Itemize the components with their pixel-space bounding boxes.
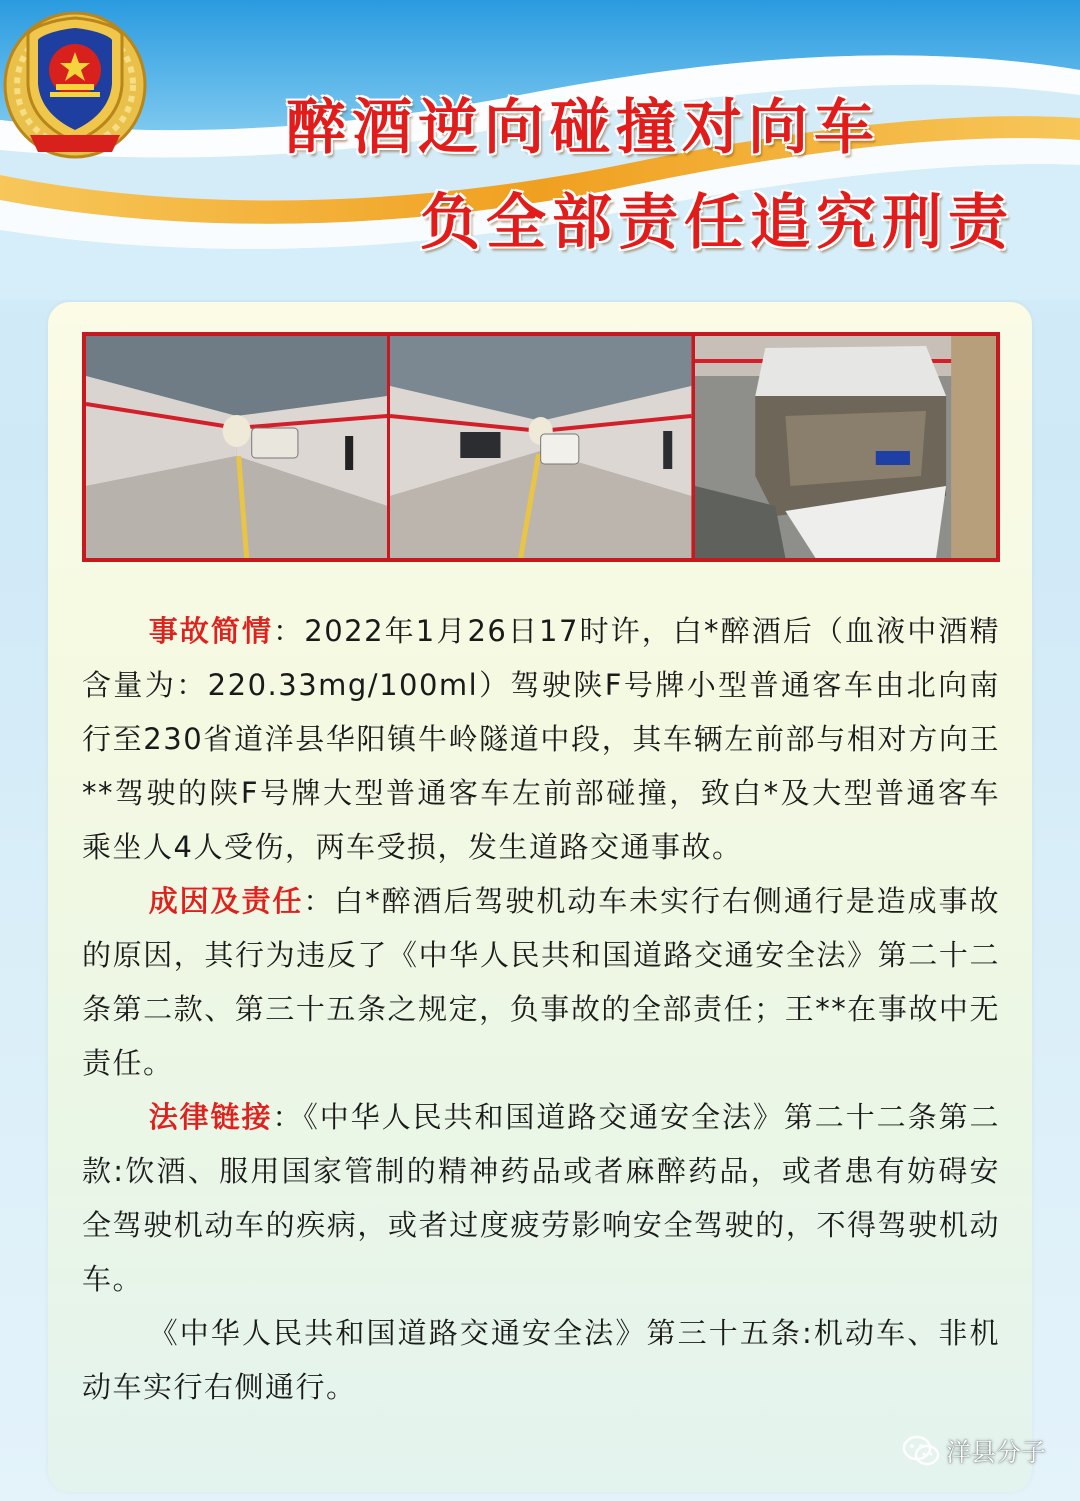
article-body (82, 604, 1000, 1414)
tunnel-scene-photo-1 (86, 336, 387, 558)
source-watermark (902, 1431, 1046, 1471)
paragraph-legal-link (82, 1090, 1000, 1306)
text-legal-article-35: 《中华人民共和国道路交通安全法》第三十五条:机动车、非机动车实行右侧通行。 (82, 1316, 1000, 1404)
police-emblem-icon (0, 0, 150, 160)
paragraph-legal-article-35 (82, 1306, 1000, 1414)
header-banner (0, 0, 1080, 300)
page-title-line2: 负全部责任追究刑责 (420, 188, 1014, 258)
paragraph-cause-responsibility (82, 874, 1000, 1090)
label-accident-summary: 事故简情 (148, 614, 274, 648)
text-legal-link: ：《中华人民共和国道路交通安全法》第二十二条第二款:饮酒、服用国家管制的精神药品或者麻醉药品，或者患有妨碍安全驾驶机动车的疾病，或者过度疲劳影响安全驾驶的，不得驾驶机动车。 (82, 1100, 1000, 1296)
text-accident-summary: ：2022年1月26日17时许，白*醉酒后（血液中酒精含量为：220.33mg/100ml）驾驶陕F号牌小型普通客车由北向南行至230省道洋县华阳镇牛岭隧道中段，其车辆左前部与相对方向王**驾驶的陕F号牌大型普通客车左前部碰撞，致白*及大型普通客车乘坐人4人受伤，两车受损，发生道路交通事故。 (82, 614, 1000, 864)
page-title-line1: 醉酒逆向碰撞对向车 (286, 93, 880, 163)
accident-photo-strip (82, 332, 1000, 562)
watermark-text: 洋县分子 (945, 1438, 1046, 1467)
text-cause-responsibility: ：白*醉酒后驾驶机动车未实行右侧通行是造成事故的原因，其行为违反了《中华人民共和国道路交通安全法》第二十二条第二款、第三十五条之规定，负事故的全部责任；王**在事故中无责任。 (82, 884, 1000, 1080)
tunnel-scene-photo-2 (390, 336, 691, 558)
damaged-car-photo (695, 336, 996, 558)
label-legal-link: 法律链接 (148, 1100, 273, 1134)
wechat-icon (902, 1435, 940, 1467)
paragraph-accident-summary (82, 604, 1000, 874)
label-cause-responsibility: 成因及责任 (148, 884, 304, 918)
